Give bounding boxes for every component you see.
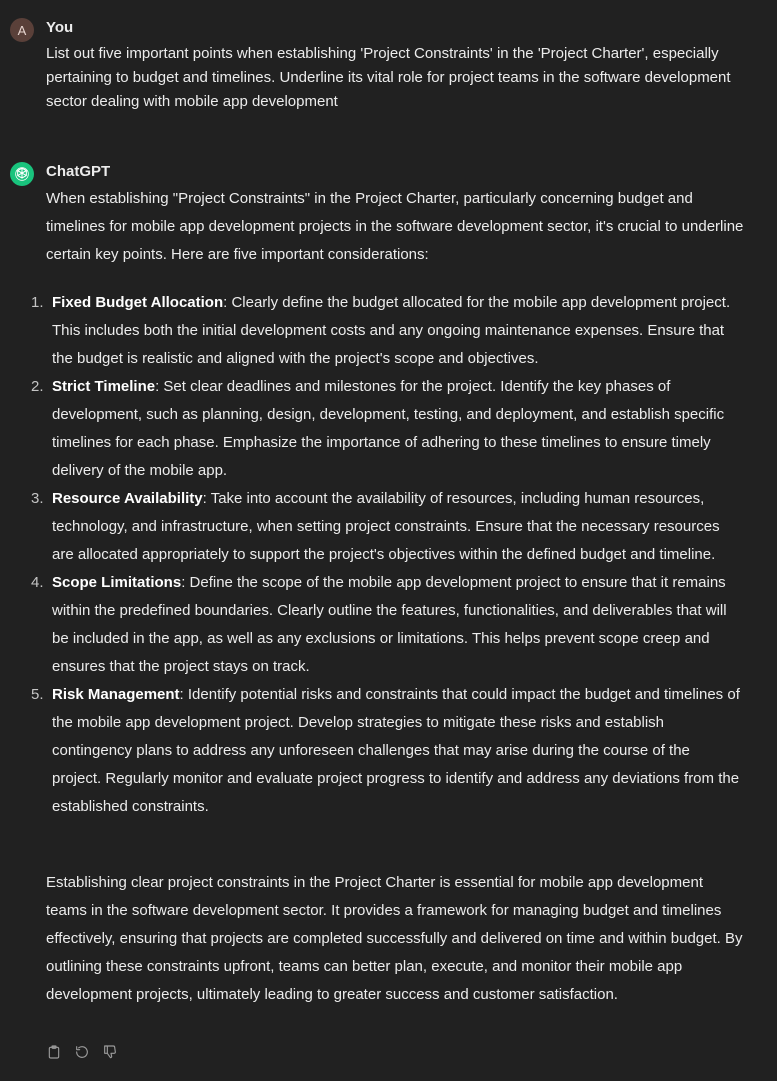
message-actions [46,1043,118,1061]
list-item-title: Resource Availability [52,490,203,507]
list-item-body: : Set clear deadlines and milestones for the project. Identify the key phases of development, such as planning, design, development, testing, and deployment, and establish specific timelines for each phase. Emphasize the importance of adhering to these timelines to ensure timely delivery of the mobile app. [52,378,725,479]
thumbs-down-icon [102,1044,118,1060]
list-item [0,373,742,485]
regenerate-icon [74,1044,90,1060]
list-item-body: : Identify potential risks and constraints that could impact the budget and timelines of the mobile app development project. Develop strategies to mitigate these risks and establish contingency plans to address any unforeseen challenges that may arise during the course of the project. Regularly monitor and evaluate project progress to identify and address any deviations from the established constraints. [52,686,740,815]
chatgpt-logo-icon [10,162,34,186]
assistant-summary-text: Establishing clear project constraints in the Project Charter is essential for mobile app development teams in the software development sector. It provides a framework for managing budget and timelines effectively, ensuring that projects are completed successfully and delivered on time and within budget. By outlining these constraints upfront, teams can better plan, execute, and monitor their mobile app development projects, ultimately leading to greater success and customer satisfaction. [46,874,743,1003]
user-avatar [10,18,34,42]
list-item-title: Fixed Budget Allocation [52,294,224,311]
assistant-intro-text: When establishing "Project Constraints" in the Project Charter, particularly concerning budget and timelines for mobile app development projects in the software development sector, it's crucial to underline certain key points. Here are five important considerations: [46,190,744,263]
list-item-title: Scope Limitations [52,574,182,591]
thumbs-down-button[interactable] [102,1043,118,1061]
list-item-body: : Define the scope of the mobile app development project to ensure that it remains within the predefined boundaries. Clearly outline the features, functionalities, and deliverables that will be included in the app, as well as any exclusions or limitations. This helps prevent scope creep and ensures that the project stays on track. [52,574,727,675]
copy-icon [46,1044,62,1060]
regenerate-button[interactable] [74,1043,90,1061]
list-item [0,681,742,821]
list-item-body: : Clearly define the budget allocated for the mobile app development project. This includes both the initial development costs and any ongoing maintenance expenses. Ensure that the budget is realistic and aligned with the project's scope and objectives. [52,294,731,367]
list-item-number: 3. [31,490,44,507]
copy-button[interactable] [46,1043,62,1061]
list-item-title: Strict Timeline [52,378,156,395]
list-item-title: Risk Management [52,686,180,703]
list-item-number: 2. [31,378,44,395]
constraints-list [0,289,777,821]
list-item-body: : Take into account the availability of resources, including human resources, technology, and infrastructure, when setting project constraints. Ensure that the necessary resources are allocated appropriately to support the project's objectives within the defined budget and timeline. [52,490,720,563]
list-item-number: 1. [31,294,44,311]
list-item-number: 4. [31,574,44,591]
list-item [0,289,742,373]
user-author-name: You [46,19,74,36]
user-message-text: List out five important points when establishing 'Project Constraints' in the 'Project Charter', especially pertaining to budget and timelines. Underline its vital role for project teams in the software development sector dealing with mobile app development [46,45,731,110]
list-item-number: 5. [31,686,44,703]
assistant-author-name: ChatGPT [46,163,111,180]
list-item [0,569,742,681]
user-avatar-letter: A [17,22,27,38]
list-item [0,485,742,569]
